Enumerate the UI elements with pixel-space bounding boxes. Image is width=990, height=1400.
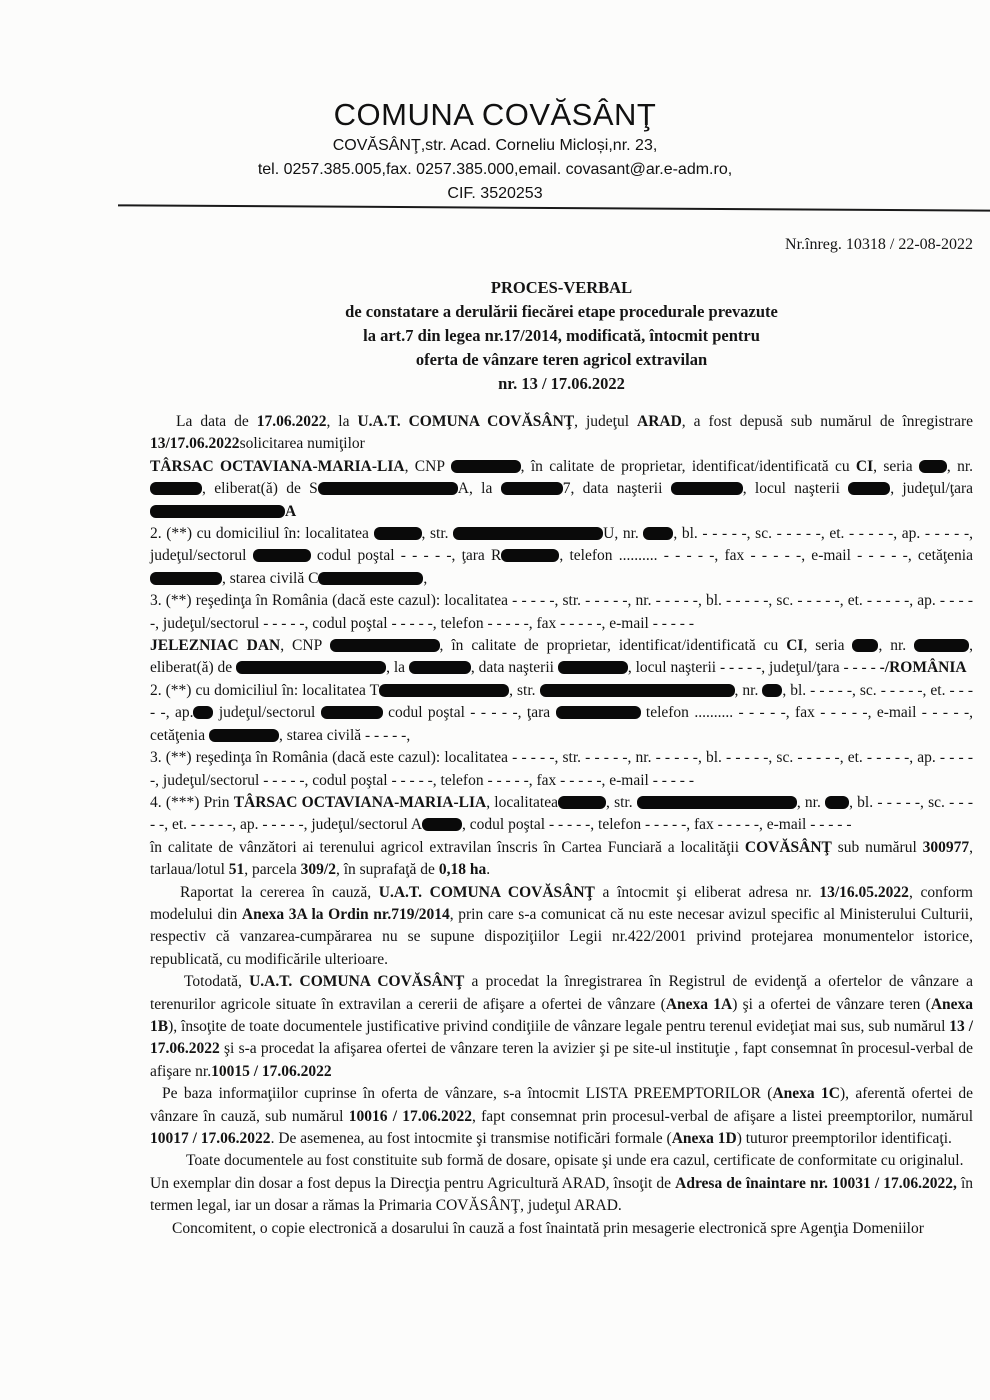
text: , eliberat(ă) de: [150, 637, 973, 677]
bold-text: -/ROMÂNIA: [879, 659, 967, 677]
text: , a fost depusă sub numărul de înregistrare: [681, 413, 973, 430]
text: în calitate de vânzători ai terenului agricol extravilan înscris în Cartea Funciară a localităţii: [150, 838, 745, 856]
redaction-bar: [150, 505, 285, 518]
text: , bl. - - - - -, sc. - - - - -, et. - - - - -, ap.: [150, 681, 973, 722]
letterhead: [0, 0, 990, 204]
bold-text: 10017 / 17.06.2022: [150, 1130, 271, 1147]
paragraph: [150, 411, 973, 456]
text: ) şi a ofertei de vânzare teren (: [732, 995, 931, 1013]
text: , starea civilă - - - - -,: [278, 726, 411, 744]
text: 2. (**) cu domiciliul în: localitatea: [150, 525, 374, 543]
redaction-bar: [253, 549, 311, 562]
redaction-bar: [150, 572, 222, 585]
text: , judeţul/ţara: [890, 480, 973, 498]
text: , în calitate de proprietar, identificat/identificată cu: [520, 457, 856, 475]
bold-text: A: [285, 502, 297, 520]
redaction-bar: [825, 796, 849, 809]
redaction-bar: [919, 460, 947, 473]
redaction-bar: [540, 684, 735, 697]
text: , judeţul: [574, 413, 638, 430]
text: şi s-a procedat la afişarea ofertei de vânzare teren la avizier şi pe site-ul instituţie , fapt consemnat în procesul-verbal de afişare nr.: [150, 1040, 973, 1080]
text: 3. (**) reşedinţa în România (dacă este cazul): localitatea - - - - -, str. - - - - -, nr. - - - - -, bl. - - - - -, sc. - - - - -, et. - - - - -, ap. - - - - -, judeţul/sectorul - - - - -, codul poştal - - - - -, telefon - - - - -, fax - - - - -, e-mail - - - - -: [150, 592, 973, 632]
text: 4. (***) Prin: [150, 793, 234, 811]
text: Raportat la cererea în cauză,: [180, 883, 379, 901]
text: , în suprafaţă de: [335, 861, 439, 879]
bold-text: 17.06.2022: [256, 413, 327, 430]
redaction-bar: [637, 796, 797, 809]
redaction-bar: [318, 482, 458, 495]
title-line-5: nr. 13 / 17.06.2022: [498, 374, 625, 393]
redaction-bar: [150, 482, 202, 495]
bold-text: 13/16.05.2022: [819, 883, 909, 901]
paragraph: [150, 837, 973, 882]
bold-text: TÂRSAC OCTAVIANA-MARIA-LIA: [233, 793, 487, 811]
text: Un exemplar din dosar a fost depus la Direcţia pentru Agricultură ARAD, însoţit de: [150, 1174, 676, 1192]
redaction-bar: [193, 706, 213, 719]
bold-text: CI: [855, 457, 874, 475]
text: , tarlaua/lotul: [150, 838, 974, 879]
redaction-bar: [330, 639, 440, 652]
text: , seria: [873, 457, 919, 475]
text: , bl. - - - - -, sc. - - - - -, et. - - - - -, ap. - - - - -, judeţul/sectorul A: [150, 793, 973, 834]
bold-text: U.A.T. COMUNA COVĂSÂNŢ: [249, 973, 465, 991]
bold-text: Anexa 1B: [150, 995, 974, 1035]
text: , nr.: [946, 457, 973, 475]
redaction-bar: [558, 796, 606, 809]
text: a procedat la înregistrarea în Registrul de evidenţă a ofertelor de vânzare a terenurilor agricole situate în extravilan a cererii de afişare a ofertei de vânzare (: [150, 973, 973, 1013]
org-contact: tel. 0257.385.005,fax. 0257.385.000,email. covasant@ar.e-adm.ro,: [257, 161, 733, 178]
text: , telefon .......... - - - - -, fax - - - - -, e-mail - - - - -, cetăţenia: [559, 547, 973, 565]
redaction-bar: [409, 661, 471, 674]
title-line-4: oferta de vânzare teren agricol extravilan: [415, 350, 708, 369]
text: A, la: [457, 480, 501, 498]
text: , starea civilă C: [222, 569, 319, 587]
bold-text: TÂRSAC OCTAVIANA-MARIA-LIA: [150, 457, 405, 475]
paragraph: [150, 523, 973, 590]
text: , locul naşterii: [742, 480, 849, 498]
redaction-bar: [321, 706, 383, 719]
text: 2. (**) cu domiciliul în: localitatea T: [150, 681, 380, 699]
text: , nr.: [878, 637, 915, 655]
text: . De asemenea, au fost intocmite şi transmise notificări formale (: [270, 1130, 672, 1147]
text: .: [486, 861, 491, 879]
redaction-bar: [318, 572, 423, 585]
text: telefon .......... - - - - -, fax - - - - -, e-mail - - - - -, cetăţenia: [150, 704, 974, 744]
bold-text: JELEZNIAC DAN: [150, 637, 281, 655]
text: a întocmit şi eliberat adresa nr.: [594, 883, 820, 901]
paragraph: [150, 971, 973, 1083]
bold-text: Anexa 3A la Ordin nr.719/2014: [241, 905, 450, 923]
text: , parcela: [244, 861, 301, 879]
redaction-bar: [501, 482, 563, 495]
redaction-bar: [848, 482, 890, 495]
text: , conform modelului din: [150, 883, 973, 923]
paragraph: [150, 590, 973, 635]
document-body: [150, 411, 973, 1240]
text: codul poştal - - - - -, ţara: [382, 704, 556, 722]
text: , la: [326, 413, 358, 430]
redaction-bar: [422, 818, 462, 831]
bold-text: Anexa 1C: [772, 1085, 840, 1103]
text: în termen legal, iar un dosar a rămas la Primaria COVĂSÂNŢ, judeţul ARAD.: [150, 1174, 974, 1215]
redaction-bar: [379, 684, 509, 697]
bold-text: U.A.T. COMUNA COVĂSÂNŢ: [357, 413, 575, 430]
text: , în calitate de proprietar, identificat/identificată cu: [439, 637, 787, 655]
redaction-bar: [453, 527, 603, 540]
paragraph: [150, 1083, 973, 1150]
text: , eliberat(ă) de S: [202, 480, 318, 498]
text: , prin care s-a comunicat că nu este necesar avizul specific al Ministerului Culturii, respectiv că vanzarea-cumpărarea nu se supune dispoziţiilor Legii nr.422/2001 privind protejarea monumentelor istorice, republicată, cu modificările ulterioare.: [150, 905, 973, 968]
text: , bl. - - - - -, sc. - - - - -, et. - - - - -, ap. - - - - -, judeţul/sectorul: [150, 525, 973, 565]
text: Concomitent, o copie electronică a dosarului în cauză a fost înaintată prin mesagerie electronică spre Agenţia Domeniilor: [172, 1219, 924, 1237]
redaction-bar: [374, 527, 422, 540]
text: Pe baza informaţiilor cuprinse în oferta de vânzare, s-a întocmit LISTA PREEMPTORILOR (: [162, 1085, 773, 1103]
org-address: COVĂSÂNŢ,str. Acad. Corneliu Micloși,nr. 23,: [332, 137, 658, 154]
bold-text: 10016 / 17.06.2022: [348, 1107, 472, 1125]
bold-text: U.A.T. COMUNA COVĂSÂNŢ: [378, 883, 595, 901]
paragraph: [150, 792, 973, 837]
text: , nr.: [796, 793, 826, 811]
redaction-bar: [236, 661, 386, 674]
title-line-3: la art.7 din legea nr.17/2014, modificată, întocmit pentru: [363, 326, 760, 345]
text: ), însoţite de toate documentele justificative privind condiţiile de vânzare legale pentru terenul evideţiat mai sus, sub numărul: [168, 1017, 950, 1035]
paragraph: [150, 747, 973, 792]
text: Toate documentele au fost constituite sub formă de dosare, opisate şi unde era cazul, certificate de conformitate cu originalul.: [186, 1152, 964, 1170]
redaction-bar: [209, 729, 279, 742]
text: ), aferentă ofertei de vânzare în cauză, sub numărul: [150, 1085, 974, 1125]
text: Totodată,: [184, 973, 250, 991]
text: sub numărul: [831, 838, 923, 856]
redaction-bar: [762, 684, 782, 697]
paragraph: [150, 1173, 973, 1218]
bold-text: Adresa de înaintare nr. 10031 / 17.06.2022,: [675, 1174, 957, 1192]
redaction-bar: [558, 661, 628, 674]
bold-text: ARAD: [637, 413, 682, 430]
text: judeţul/sectorul: [213, 704, 321, 722]
text: , seria: [803, 637, 853, 655]
text: , locul naşterii - - - - -, judeţul/ţara - - - -: [627, 659, 880, 677]
text: , CNP: [404, 457, 451, 475]
document-content: [150, 204, 973, 1240]
bold-text: 13/17.06.2022: [150, 435, 240, 453]
redaction-bar: [501, 549, 559, 562]
paragraph: [150, 1150, 973, 1172]
bold-text: 309/2: [300, 861, 336, 879]
text: , codul poştal - - - - -, telefon - - - - -, fax - - - - -, e-mail - - - - -: [462, 816, 852, 834]
bold-text: 300977: [922, 838, 970, 856]
text: ) tuturor preemptorilor identificaţi.: [736, 1130, 952, 1147]
redaction-bar: [671, 482, 743, 495]
text: , fapt consemnat prin procesul-verbal de afişare a listei preemptorilor, numărul: [472, 1107, 973, 1125]
bold-text: 10015 / 17.06.2022: [211, 1062, 332, 1080]
paragraph: [150, 1218, 973, 1240]
text: 7, data naşterii: [562, 480, 671, 498]
text: , nr.: [734, 681, 763, 699]
org-name: COMUNA COVĂSÂNŢ: [333, 97, 657, 132]
paragraph: [150, 635, 973, 680]
text: U, nr.: [603, 525, 644, 543]
bold-text: Anexa 1D: [671, 1130, 737, 1147]
redaction-bar: [643, 527, 673, 540]
text: solicitarea numiţilor: [239, 435, 365, 453]
text: 3. (**) reşedinţa în România (dacă este cazul): localitatea - - - - -, str. - - - - -, nr. - - - - -, bl. - - - - -, sc. - - - - -, et. - - - - -, ap. - - - - -, judeţul/sectorul - - - - -, codul poştal - - - - -, telefon - - - - -, fax - - - - -, e-mail - - - - -: [150, 749, 973, 789]
redaction-bar: [451, 460, 521, 473]
redaction-bar: [852, 639, 878, 652]
document-title: [150, 276, 973, 396]
text: , str.: [509, 681, 540, 699]
org-cif: CIF. 3520253: [447, 185, 543, 202]
title-line-2: de constatare a derulării fiecărei etape procedurale prevazute: [345, 302, 778, 321]
text: , CNP: [280, 637, 330, 655]
bold-text: CI: [786, 637, 804, 655]
bold-text: 0,18 ha: [438, 861, 487, 879]
text: , localitatea: [486, 793, 558, 811]
redaction-bar: [556, 706, 641, 719]
text: , str.: [606, 793, 637, 811]
bold-text: Anexa 1A: [665, 995, 733, 1013]
text: ,: [423, 569, 428, 587]
bold-text: COVĂSÂNŢ: [744, 838, 832, 856]
text: codul poştal - - - - -, ţara R: [310, 547, 502, 565]
redaction-bar: [914, 639, 969, 652]
paragraph: [150, 456, 973, 523]
text: , str.: [421, 525, 454, 543]
paragraph: [150, 680, 973, 747]
bold-text: 13 / 17.06.2022: [150, 1017, 974, 1058]
text: , la: [386, 659, 409, 677]
bold-text: 51: [228, 861, 245, 879]
title-line-1: PROCES-VERBAL: [490, 278, 633, 297]
text: La data de: [176, 413, 257, 430]
registration-number: Nr.înreg. 10318 / 22-08-2022: [785, 236, 973, 253]
text: , data naşterii: [470, 659, 558, 677]
paragraph: [150, 882, 973, 972]
